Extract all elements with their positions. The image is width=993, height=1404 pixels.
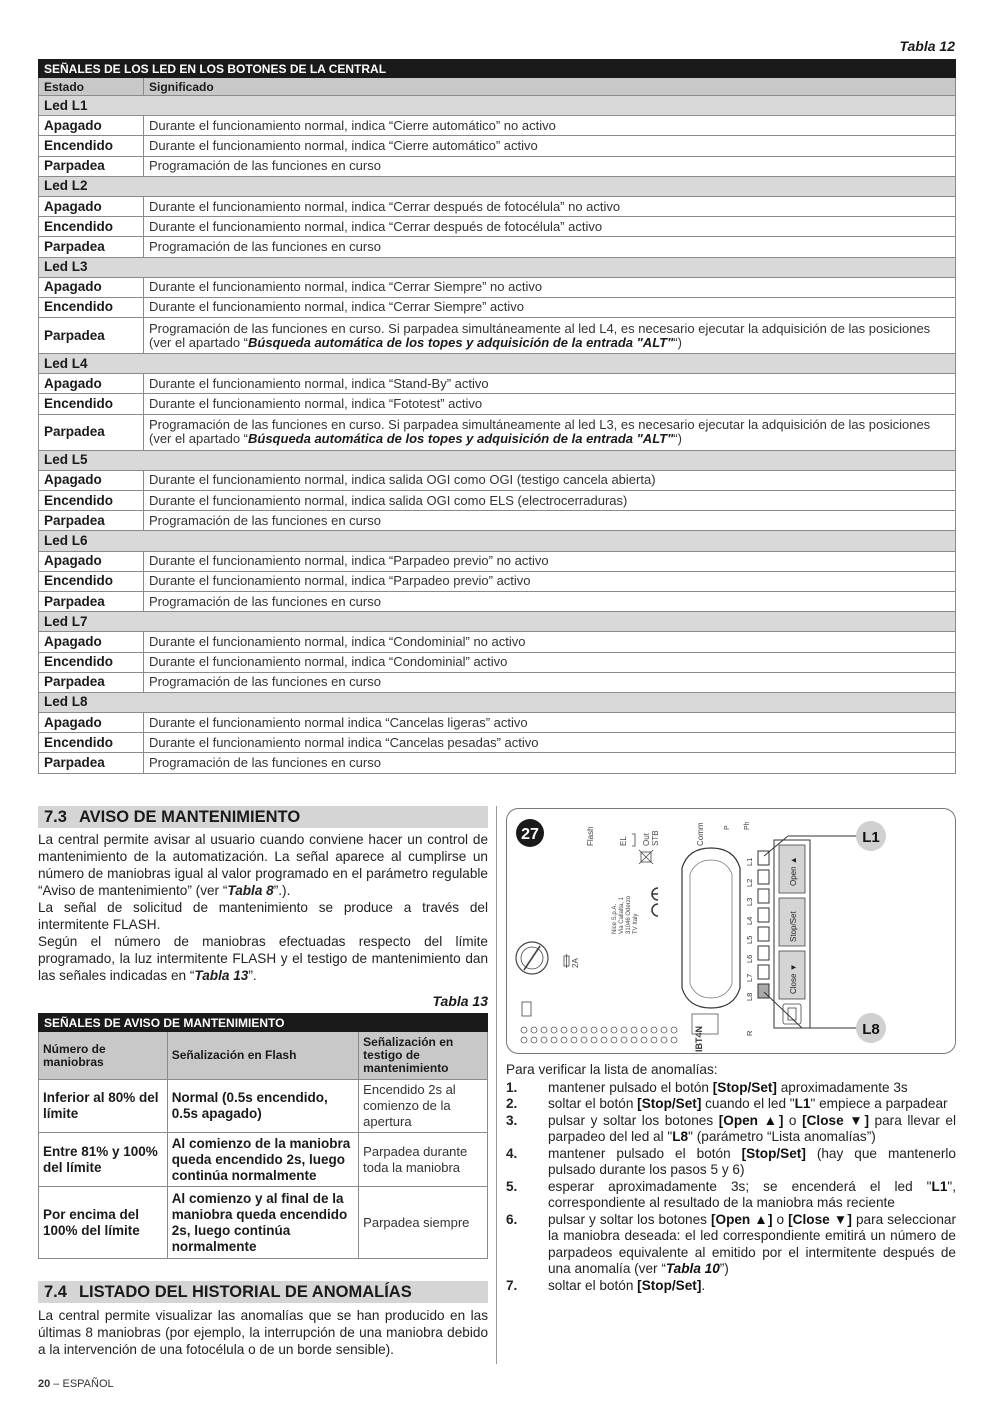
led-state: Parpadea [39, 156, 144, 176]
paragraph: Según el número de maniobras efectuadas respecto del límite programado, la luz intermitente FLASH y el testigo de mantenimiento dan las señales indicadas en “Tabla 13”. [38, 934, 488, 983]
led-label: L7 [745, 973, 754, 982]
table-row [39, 136, 956, 156]
led-state: Encendido [39, 652, 144, 672]
led-state: Parpadea [39, 591, 144, 611]
step-number: 4. [506, 1145, 518, 1161]
section-heading-7-4 [38, 1281, 488, 1303]
led-state: Apagado [39, 277, 144, 297]
table-row [39, 491, 956, 511]
list-item [506, 1113, 956, 1146]
led-group-name: Led L2 [39, 176, 956, 196]
fuse-rating: 2A [571, 958, 580, 968]
column-header-count: Número de maniobras [39, 1032, 168, 1080]
led-meaning: Durante el funcionamiento normal, indica “Cierre automático” activo [144, 136, 956, 156]
led-group-row [39, 531, 956, 551]
led-meaning: Programación de las funciones en curso. Si parpadea simultáneamente al led L3, es necesario ejecutar la adquisición de las posiciones (ver el apartado “Búsqueda automática de los topes y adquisición de la entrada "ALT"“) [144, 414, 956, 450]
callout-l1: L1 [862, 829, 880, 846]
led-state: Encendido [39, 136, 144, 156]
led-group-row [39, 176, 956, 196]
step-text: pulsar y soltar los botones [Open ▲] o [Close ▼] para llevar el parpadeo del led al "L8" (parámetro “Lista anomalías”) [548, 1112, 956, 1144]
led-state: Encendido [39, 394, 144, 414]
led-meaning: Durante el funcionamiento normal, indica “Condominial” no activo [144, 632, 956, 652]
led-meaning: Durante el funcionamiento normal, indica “Stand-By” activo [144, 374, 956, 394]
led-l2 [758, 870, 769, 884]
paragraph: La señal de solicitud de mantenimiento se produce a través del intermitente FLASH. [38, 900, 488, 932]
led-meaning: Durante el funcionamiento normal, indica “Cerrar después de fotocélula” activo [144, 217, 956, 237]
section-7-4-body [38, 1307, 488, 1358]
maker-line: Nice S.p.A. [612, 903, 618, 934]
maker-line: TV Italy [633, 913, 639, 934]
conn-label: EL [619, 836, 628, 846]
paragraph: La central permite avisar al usuario cuando conviene hacer un control de mantenimiento de la automatización. La señal aparece al cumplirse un número de maniobras igual al valor programado en el parámetro regulable “Aviso de mantenimiento” (ver “Tabla 8”.). [38, 832, 488, 898]
led-group-row [39, 96, 956, 116]
table-row [39, 277, 956, 297]
led-state: Encendido [39, 217, 144, 237]
led-state: Apagado [39, 116, 144, 136]
callout-l8: L8 [862, 1021, 880, 1038]
table-row [39, 511, 956, 531]
led-meaning: Durante el funcionamiento normal, indica “Fototest” activo [144, 394, 956, 414]
table-row [39, 217, 956, 237]
led-state: Apagado [39, 713, 144, 733]
led-group-name: Led L1 [39, 96, 956, 116]
led-label: L8 [745, 992, 754, 1001]
column-header-meaning: Significado [144, 78, 956, 96]
led-l4 [758, 908, 769, 922]
led-group-row [39, 612, 956, 632]
step-text: mantener pulsado el botón [Stop/Set] aproximadamente 3s [548, 1079, 908, 1095]
led-label: L3 [745, 897, 754, 906]
table-row [39, 551, 956, 571]
section-number: 7.4 [44, 1283, 67, 1301]
column-header-state: Estado [39, 78, 144, 96]
r-label: R [745, 1030, 754, 1036]
led-meaning: Durante el funcionamiento normal, indica “Cerrar Siempre” no activo [144, 277, 956, 297]
list-item [506, 1146, 956, 1179]
led-state: Encendido [39, 297, 144, 317]
step-text: esperar aproximadamente 3s; se encenderá el led "L1", correspondiente al resultado de la maniobra más reciente [548, 1178, 956, 1210]
step-number: 3. [506, 1112, 518, 1128]
maintenance-table [38, 1013, 488, 1259]
led-group-name: Led L8 [39, 692, 956, 712]
led-state: Parpadea [39, 753, 144, 773]
table-row [39, 196, 956, 216]
led-meaning: Durante el funcionamiento normal, indica “Cerrar Siempre” activo [144, 297, 956, 317]
led-meaning: Durante el funcionamiento normal, indica salida OGI como OGI (testigo cancela abierta) [144, 470, 956, 490]
led-state: Apagado [39, 374, 144, 394]
conn-label: Comm [696, 822, 705, 846]
conn-label: Out [642, 833, 651, 846]
column-header-flash: Señalización en Flash [167, 1032, 358, 1080]
led-meaning: Durante el funcionamiento normal indica “Cancelas ligeras” activo [144, 713, 956, 733]
led-meaning: Durante el funcionamiento normal, indica “Parpadeo previo” activo [144, 571, 956, 591]
list-item [506, 1096, 956, 1113]
table-row [39, 753, 956, 773]
section-title: LISTADO DEL HISTORIAL DE ANOMALÍAS [78, 1283, 412, 1301]
conn-label: Flash [586, 826, 595, 846]
led-signals-table [38, 59, 956, 774]
led-group-name: Led L4 [39, 354, 956, 374]
table-13-label: Tabla 13 [432, 993, 488, 1009]
section-number: 7.3 [44, 808, 67, 826]
led-meaning: Programación de las funciones en curso. Si parpadea simultáneamente al led L4, es necesario ejecutar la adquisición de las posiciones (ver el apartado “Búsqueda automática de los topes y adquisición de la entrada "ALT"“) [144, 318, 956, 354]
led-state: Parpadea [39, 414, 144, 450]
led-group-name: Led L3 [39, 257, 956, 277]
led-meaning: Durante el funcionamiento normal, indica “Cierre automático” no activo [144, 116, 956, 136]
led-state: Parpadea [39, 672, 144, 692]
table-row [39, 672, 956, 692]
led-group-name: Led L5 [39, 450, 956, 470]
table-row [39, 116, 956, 136]
led-group-name: Led L6 [39, 531, 956, 551]
led-meaning: Programación de las funciones en curso [144, 511, 956, 531]
led-l8 [758, 984, 769, 998]
list-item [506, 1179, 956, 1212]
step-number: 1. [506, 1079, 518, 1095]
led-meaning: Durante el funcionamiento normal, indica “Parpadeo previo” no activo [144, 551, 956, 571]
led-l6 [758, 946, 769, 960]
led-group-row [39, 450, 956, 470]
anomaly-list-steps [506, 1062, 956, 1294]
led-state: Encendido [39, 733, 144, 753]
table-row [39, 414, 956, 450]
led-label: L6 [745, 954, 754, 963]
led-group-row [39, 354, 956, 374]
conn-label: P [724, 825, 731, 830]
led-state: Parpadea [39, 511, 144, 531]
steps-intro: Para verificar la lista de anomalías: [506, 1062, 718, 1077]
conn-label: Ph [744, 821, 751, 830]
led-l5 [758, 927, 769, 941]
fuse-holder [516, 942, 548, 974]
section-heading-7-3 [38, 806, 488, 828]
figure-number: 27 [521, 826, 539, 843]
list-item [506, 1212, 956, 1278]
led-state: Apagado [39, 551, 144, 571]
table-row: Entre 81% y 100% del límite Al comienzo de la maniobra queda encendido 2s, luego continúa normalmente Parpadea durante toda la maniobra [39, 1133, 488, 1187]
led-l3 [758, 889, 769, 903]
led-group-row [39, 257, 956, 277]
close-button-label: Close ▼ [789, 963, 798, 994]
weee-bin-icon [639, 850, 653, 864]
led-label: L1 [745, 857, 754, 866]
step-number: 5. [506, 1178, 518, 1194]
led-group-name: Led L7 [39, 612, 956, 632]
step-text: mantener pulsado el botón [Stop/Set] (hay que mantenerlo pulsado durante los pasos 5 y 6) [548, 1145, 956, 1177]
led-state: Parpadea [39, 237, 144, 257]
list-item [506, 1080, 956, 1097]
step-number: 6. [506, 1211, 518, 1227]
led-meaning: Durante el funcionamiento normal, indica “Cerrar después de fotocélula” no activo [144, 196, 956, 216]
conn-label: STB [651, 830, 660, 846]
led-label: L5 [745, 935, 754, 944]
section-7-3-body [38, 831, 488, 984]
table-12-label: Tabla 12 [899, 38, 955, 54]
list-item [506, 1278, 956, 1295]
led-state: Parpadea [39, 318, 144, 354]
led-label: L2 [745, 878, 754, 887]
table-row [39, 374, 956, 394]
board-model: IBT4N [694, 1025, 704, 1052]
step-number: 7. [506, 1277, 518, 1293]
table-row [39, 733, 956, 753]
open-button-label: Open ▲ [789, 856, 798, 886]
table-row [39, 156, 956, 176]
column-header-indicator: Señalización en testigo de mantenimiento [359, 1032, 488, 1080]
table-row [39, 318, 956, 354]
stop-set-button-label: Stop/Set [789, 911, 798, 942]
step-text: soltar el botón [Stop/Set]. [548, 1277, 706, 1293]
table-row: Por encima del 100% del límite Al comienzo y al final de la maniobra queda encendido 2s, luego continúa normalmente Parpadea siempre [39, 1187, 488, 1259]
table-row [39, 297, 956, 317]
table-row [39, 394, 956, 414]
led-state: Apagado [39, 632, 144, 652]
table-row [39, 470, 956, 490]
step-text: soltar el botón [Stop/Set] cuando el led "L1" empiece a parpadear [548, 1096, 948, 1111]
table-row [39, 591, 956, 611]
step-number: 2. [506, 1096, 518, 1111]
table-title: SEÑALES DE LOS LED EN LOS BOTONES DE LA CENTRAL [39, 60, 956, 78]
table-row [39, 652, 956, 672]
led-meaning: Programación de las funciones en curso [144, 753, 956, 773]
column-divider [496, 806, 497, 1364]
led-meaning: Programación de las funciones en curso [144, 237, 956, 257]
table-row [39, 713, 956, 733]
led-meaning: Programación de las funciones en curso [144, 591, 956, 611]
led-meaning: Programación de las funciones en curso [144, 156, 956, 176]
led-label: L4 [745, 916, 754, 925]
led-l7 [758, 965, 769, 979]
table-title: SEÑALES DE AVISO DE MANTENIMIENTO [39, 1014, 488, 1032]
led-meaning: Programación de las funciones en curso [144, 672, 956, 692]
led-state: Apagado [39, 470, 144, 490]
table-row [39, 237, 956, 257]
led-meaning: Durante el funcionamiento normal, indica “Condominial” activo [144, 652, 956, 672]
led-meaning: Durante el funcionamiento normal, indica salida OGI como ELS (electrocerraduras) [144, 491, 956, 511]
maker-line: Via Callalta, 1 [619, 897, 625, 934]
table-row [39, 632, 956, 652]
language-label: ESPAÑOL [62, 1378, 114, 1390]
table-row: Inferior al 80% del límite Normal (0.5s encendido, 0.5s apagado) Encendido 2s al comienzo de la apertura [39, 1080, 488, 1133]
led-group-row [39, 692, 956, 712]
control-board-figure [506, 808, 956, 1054]
led-state: Apagado [39, 196, 144, 216]
paragraph: La central permite visualizar las anomalías que se han producido en las últimas 8 maniobras (por ejemplo, la interrupción de una maniobra debido a la intervención de una fotocélula o de un borde sensible). [38, 1308, 488, 1357]
section-title: AVISO DE MANTENIMIENTO [78, 808, 301, 826]
page-footer: 20 – ESPAÑOL [38, 1378, 114, 1390]
maker-line: 31046 Oderzo [626, 895, 632, 934]
led-state: Encendido [39, 491, 144, 511]
led-state: Encendido [39, 571, 144, 591]
led-meaning: Durante el funcionamiento normal indica “Cancelas pesadas” activo [144, 733, 956, 753]
table-row [39, 571, 956, 591]
step-text: pulsar y soltar los botones [Open ▲] o [Close ▼] para seleccionar la maniobra deseada: el led correspondiente emitirá un número de parpadeos equivalente al emitido por el intermitente después de una anomalía (ver “Tabla 10”) [548, 1211, 956, 1276]
page-number: 20 [38, 1378, 51, 1390]
